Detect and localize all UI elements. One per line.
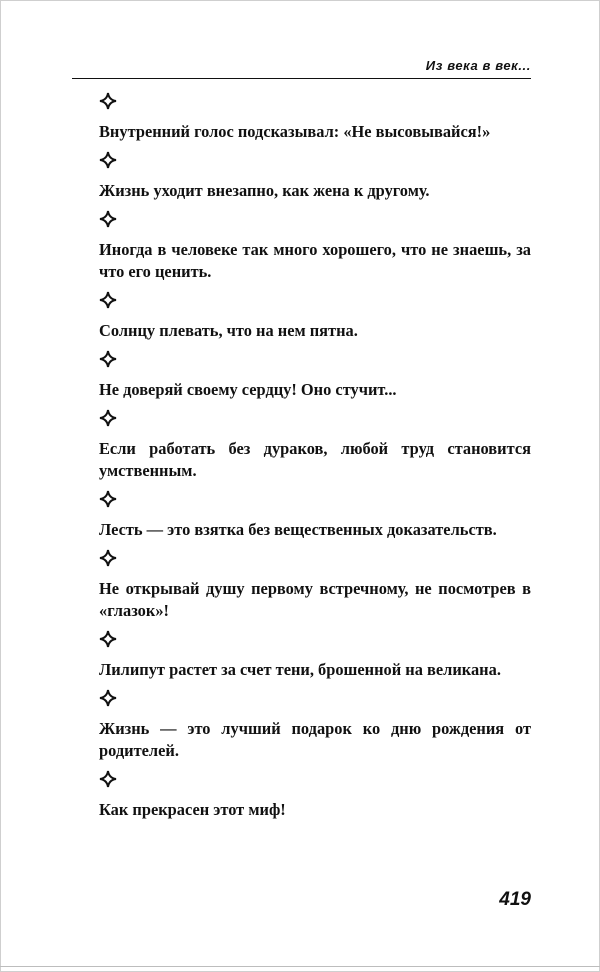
four-point-star-icon	[99, 630, 117, 648]
aphorism-entry	[99, 409, 531, 482]
four-point-star-icon	[99, 409, 117, 427]
aphorism-text: Не открывай душу первому встречному, не посмотрев в «глазок»!	[99, 579, 531, 620]
four-point-star-icon	[99, 92, 117, 110]
header-rule	[72, 78, 531, 79]
four-point-star-icon	[99, 350, 117, 368]
aphorism-text: Внутренний голос подсказывал: «Не высовывайся!»	[99, 122, 491, 141]
running-header-title: Из века в век...	[425, 58, 531, 73]
aphorism-entry	[99, 291, 531, 342]
aphorism-text: Иногда в человеке так много хорошего, что не знаешь, за что его ценить.	[99, 240, 531, 281]
aphorism-text: Лилипут растет за счет тени, брошенной на великана.	[99, 660, 501, 679]
aphorism-text: Не доверяй своему сердцу! Оно стучит...	[99, 380, 397, 399]
four-point-star-icon	[99, 210, 117, 228]
aphorism-text: Солнцу плевать, что на нем пятна.	[99, 321, 358, 340]
four-point-star-icon	[99, 490, 117, 508]
aphorism-entry	[99, 770, 531, 821]
aphorism-entry	[99, 490, 531, 541]
four-point-star-icon	[99, 689, 117, 707]
page-number: 419	[499, 889, 531, 910]
aphorism-entry	[99, 350, 531, 401]
aphorism-text: Жизнь — это лучший подарок ко дню рождения от родителей.	[99, 719, 531, 760]
aphorism-entry	[99, 630, 531, 681]
four-point-star-icon	[99, 291, 117, 309]
aphorism-list	[99, 92, 531, 829]
aphorism-text: Как прекрасен этот миф!	[99, 800, 286, 819]
bottom-edge-rule	[0, 966, 600, 967]
four-point-star-icon	[99, 770, 117, 788]
aphorism-text: Если работать без дураков, любой труд становится умственным.	[99, 439, 531, 480]
aphorism-entry	[99, 151, 531, 202]
aphorism-text: Жизнь уходит внезапно, как жена к другому.	[99, 181, 430, 200]
aphorism-entry	[99, 92, 531, 143]
running-header	[72, 58, 531, 78]
aphorism-text: Лесть — это взятка без вещественных доказательств.	[99, 520, 497, 539]
aphorism-entry	[99, 549, 531, 622]
aphorism-entry	[99, 210, 531, 283]
four-point-star-icon	[99, 549, 117, 567]
aphorism-entry	[99, 689, 531, 762]
four-point-star-icon	[99, 151, 117, 169]
